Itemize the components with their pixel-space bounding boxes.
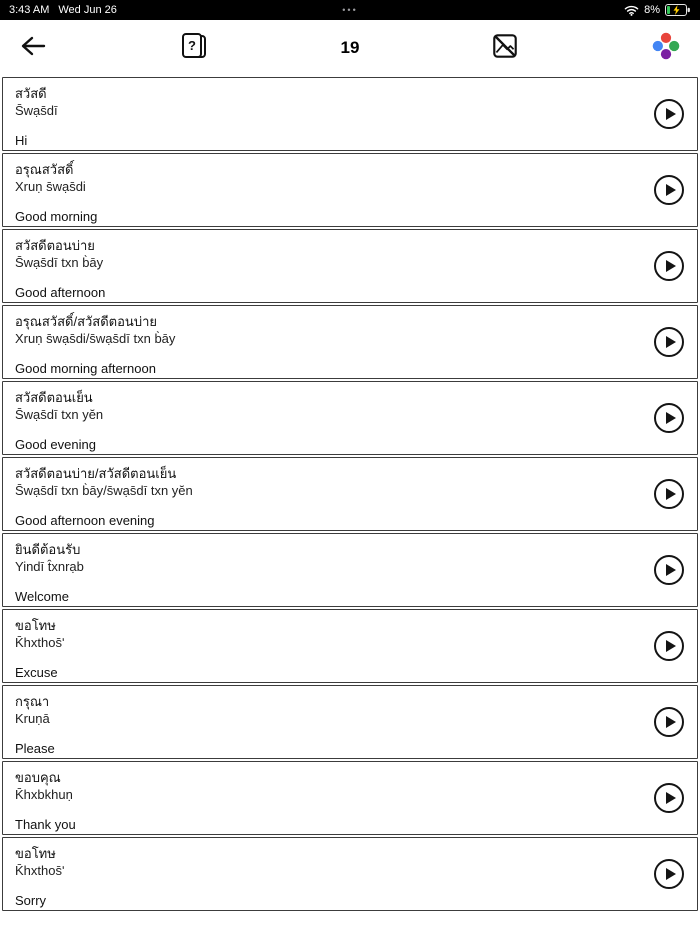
phrase-thai: กรุณา bbox=[15, 694, 50, 709]
status-left bbox=[9, 4, 342, 16]
play-audio-button[interactable] bbox=[654, 175, 684, 205]
phrase-romanization: S̄wạs̄dī bbox=[15, 103, 58, 118]
phrase-romanization: K̄hxthos̄ʹ bbox=[15, 635, 65, 650]
phrase-card bbox=[2, 77, 698, 151]
play-audio-button[interactable] bbox=[654, 99, 684, 129]
flashcard-glyph: ? bbox=[188, 38, 197, 53]
card-counter: 19 bbox=[340, 37, 360, 57]
phrase-card bbox=[2, 381, 698, 455]
phrase-thai: อรุณสวัสดิ์/สวัสดีตอนบ่าย bbox=[15, 314, 157, 329]
phrase-thai: ยินดีต้อนรับ bbox=[15, 542, 81, 557]
play-audio-button[interactable] bbox=[654, 631, 684, 661]
charging-bolt-icon bbox=[674, 5, 680, 15]
phrase-english: Excuse bbox=[15, 665, 58, 680]
phrase-card bbox=[2, 837, 698, 911]
play-icon bbox=[666, 412, 676, 424]
status-time: 3:43 AM bbox=[9, 4, 50, 16]
back-arrow-icon bbox=[20, 35, 46, 60]
battery-level-fill bbox=[667, 6, 670, 14]
play-icon bbox=[666, 716, 676, 728]
clover-petal-left bbox=[653, 41, 663, 51]
phrase-card bbox=[2, 609, 698, 683]
phrase-romanization: Xruṇ s̄wạs̄di bbox=[15, 179, 86, 194]
play-audio-button[interactable] bbox=[654, 555, 684, 585]
play-audio-button[interactable] bbox=[654, 251, 684, 281]
play-audio-button[interactable] bbox=[654, 783, 684, 813]
phrase-thai: ขอบคุณ bbox=[15, 770, 61, 785]
play-icon bbox=[666, 640, 676, 652]
phrase-card bbox=[2, 153, 698, 227]
games-clover-button[interactable] bbox=[650, 30, 682, 65]
play-icon bbox=[666, 260, 676, 272]
flashcard-quiz-button[interactable] bbox=[176, 28, 212, 67]
phrase-card bbox=[2, 457, 698, 531]
phrase-romanization: S̄wạs̄dī txn b̀āy/s̄wạs̄dī txn yĕn bbox=[15, 483, 193, 498]
phrase-english: Good morning afternoon bbox=[15, 361, 156, 376]
phrase-english: Please bbox=[15, 741, 55, 756]
phrase-card bbox=[2, 533, 698, 607]
status-bar bbox=[0, 0, 700, 20]
status-right bbox=[358, 4, 691, 16]
play-icon bbox=[666, 792, 676, 804]
battery-charging-icon bbox=[665, 4, 691, 16]
color-clover-icon bbox=[652, 32, 680, 63]
phrase-list bbox=[0, 77, 700, 911]
phrase-thai: สวัสดีตอนบ่าย bbox=[15, 238, 95, 253]
back-button[interactable] bbox=[18, 33, 48, 62]
phrase-english: Hi bbox=[15, 133, 28, 148]
phrase-english: Good morning bbox=[15, 209, 98, 224]
play-icon bbox=[666, 184, 676, 196]
phrase-thai: สวัสดีตอนเย็น bbox=[15, 390, 93, 405]
phrase-card bbox=[2, 685, 698, 759]
phrase-thai: ขอโทษ bbox=[15, 846, 56, 861]
nav-bar bbox=[0, 20, 700, 75]
play-audio-button[interactable] bbox=[654, 479, 684, 509]
play-icon bbox=[666, 336, 676, 348]
play-audio-button[interactable] bbox=[654, 707, 684, 737]
phrase-english: Sorry bbox=[15, 893, 47, 908]
play-audio-button[interactable] bbox=[654, 327, 684, 357]
phrase-english: Good evening bbox=[15, 437, 96, 452]
status-center-dots: ••• bbox=[342, 5, 358, 15]
clover-petal-top bbox=[661, 33, 671, 43]
phrase-romanization: S̄wạs̄dī txn yĕn bbox=[15, 407, 104, 422]
phrase-thai: สวัสดีตอนบ่าย/สวัสดีตอนเย็น bbox=[15, 466, 177, 481]
phrase-english: Welcome bbox=[15, 589, 69, 604]
phrase-romanization: K̄hxbkhuṇ bbox=[15, 787, 73, 802]
phrase-thai: อรุณสวัสดิ์ bbox=[15, 162, 74, 177]
play-icon bbox=[666, 488, 676, 500]
phrase-romanization: Yindī t̂xnrạb bbox=[15, 559, 84, 574]
phrase-card bbox=[2, 761, 698, 835]
no-image-icon bbox=[490, 31, 520, 64]
play-audio-button[interactable] bbox=[654, 859, 684, 889]
clover-petal-bottom bbox=[661, 49, 671, 59]
battery-percent: 8% bbox=[644, 4, 661, 16]
play-icon bbox=[666, 108, 676, 120]
phrase-english: Thank you bbox=[15, 817, 76, 832]
phrase-romanization: K̄hxthos̄ʹ bbox=[15, 863, 65, 878]
phrase-romanization: Kruṇā bbox=[15, 711, 50, 726]
phrase-thai: ขอโทษ bbox=[15, 618, 56, 633]
play-audio-button[interactable] bbox=[654, 403, 684, 433]
phrase-english: Good afternoon evening bbox=[15, 513, 155, 528]
phrase-romanization: S̄wạs̄dī txn b̀āy bbox=[15, 255, 104, 270]
hide-image-button[interactable] bbox=[488, 29, 522, 66]
phrase-card bbox=[2, 305, 698, 379]
play-icon bbox=[666, 868, 676, 880]
clover-petal-right bbox=[669, 41, 679, 51]
play-icon bbox=[666, 564, 676, 576]
phrase-english: Good afternoon bbox=[15, 285, 106, 300]
flashcard-question-icon bbox=[178, 30, 210, 65]
status-date: Wed Jun 26 bbox=[58, 4, 117, 16]
phrase-card bbox=[2, 229, 698, 303]
phrase-thai: สวัสดี bbox=[15, 86, 47, 101]
phrase-romanization: Xruṇ s̄wạs̄di/s̄wạs̄dī txn b̀āy bbox=[15, 331, 176, 346]
wifi-icon bbox=[624, 5, 639, 16]
